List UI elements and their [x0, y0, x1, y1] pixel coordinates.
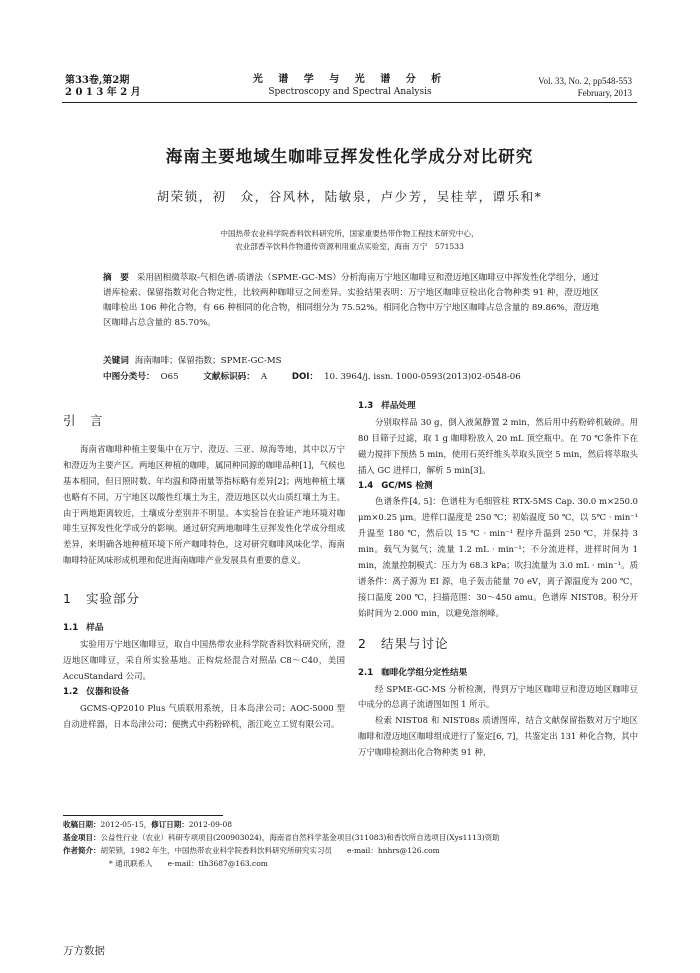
fund-text: 公益性行业（农业）科研专项项目(200903024)，海南省自然科学基金项目(311083)和香饮所自选项目(Xys1113)资助 — [100, 833, 500, 842]
abstract-label: 摘 要 — [103, 273, 129, 283]
received-label: 收稿日期： — [63, 820, 101, 829]
header-journal — [230, 74, 470, 98]
subsection-1-1-title: 样品 — [86, 623, 104, 634]
keywords-line — [103, 353, 603, 369]
intro-text: 海南省咖啡种植主要集中在万宁、澄迈、三亚、琼海等地，其中以万宁和澄迈为主要产区。两地区种植的咖啡，属同种同源的咖啡品种[1]，气候也基本相同，但日照时数、年均温和降雨量等指标略有差异[2]；两地种植土壤也略有不同，万宁地区以酸性红壤土为主，澄迈地区以火山质红壤土为主。由于两地距离较近，土壤成分差别并不明显。本实验旨在验证产地环境对咖啡生豆挥发性化学成分的影响。通过研究两地咖啡生豆挥发性化学成分组成差异，来明确各地种植环境下所产咖啡特色，这对研究咖啡风味化学、海南咖啡特征风味形成机理和促进海南咖啡产业发展具有重要的意义。 — [63, 443, 345, 566]
subsection-1-2-heading — [63, 685, 345, 701]
author-bio-label: 作者简介： — [63, 846, 101, 855]
keywords-label: 关键词 — [103, 356, 129, 366]
subsection-1-3-title: 样品处理 — [381, 401, 416, 411]
subsection-1-4-text: 色谱条件[4, 5]：色谱柱为毛细管柱 RTX-5MS Cap. 30.0 m×250.0 μm×0.25 μm。进样口温度是 250 ℃；初始温度 50 ℃，以 5℃ · min⁻¹ 升温至 180 ℃，然后以 15 ℃ · min⁻¹ 程序升温到 250 ℃，并保持 3 min。载气为氦气；流量 1.2 mL · min⁻¹；不分流进样，进样时间为 1 min，流量控制模式：压力为 68.3 kPa；吹扫流量为 3.0 mL · min⁻¹。质谱条件：离子源为 EI 源，电子轰击能量 70 eV，离子源温度为 200 ℃，接口温度 200 ℃，扫描范围：30～450 amu。色谱库 NIST08。积分开始时间为 2.000 min，以避免溶剂峰。 — [358, 496, 638, 618]
subsection-1-2-title: 仪器和设备 — [86, 686, 130, 697]
received-date: 2012-05-15， — [100, 820, 152, 829]
subsection-1-3-heading — [358, 399, 638, 415]
doi-value: 10. 3964/j. issn. 1000-0593(2013)02-0548-06 — [324, 372, 521, 382]
keywords-block — [103, 353, 603, 385]
header-issue — [538, 75, 632, 99]
abstract-text: 采用固相微萃取-气相色谱-质谱法（SPME-GC-MS）分析海南万宁地区咖啡豆和澄迈地区咖啡豆中挥发性化学组分，通过谱库检索、保留指数对化合物定性，比较两种咖啡豆之间差异。实验结果表明：万宁地区咖啡豆检出化合物种类 91 种，澄迈地区咖啡检出 106 种化合物，有 66 种相同的化合物，相同组分为 75.52%。相同化合物中万宁地区咖啡占总含量的 89.86%，澄迈地区咖啡占总含量的 85.70%。 — [103, 273, 599, 328]
dates-line — [63, 818, 653, 831]
intro-heading: 引 言 — [63, 413, 104, 428]
affiliation-line-1: 中国热带农业科学院香料饮料研究所，国家重要热带作物工程技术研究中心， — [220, 229, 479, 238]
subsection-1-2-number: 1.2 — [63, 686, 79, 697]
clc-label: 中图分类号： — [103, 372, 155, 382]
affiliation — [62, 227, 637, 253]
header-rule — [62, 102, 637, 103]
header-date-cn: 2 0 1 3 年 2 月 — [65, 87, 141, 98]
revised-date: 2012-09-08 — [188, 820, 232, 829]
left-column — [63, 413, 345, 732]
subsection-2-1-text-2: 检索 NIST08 和 NIST08s 质谱图库，结合文献保留指数对万宁地区咖啡和澄迈地区咖啡组成进行了鉴定[6, 7]，共鉴定出 131 种化合物，其中万宁咖啡检测出化合物种类 91 种， — [358, 715, 638, 758]
subsection-1-3-number: 1.3 — [358, 401, 374, 411]
header-date-en: February, 2013 — [577, 88, 632, 98]
section-2-title: 结果与讨论 — [380, 635, 449, 651]
section-2-heading — [358, 636, 638, 652]
doc-code-value: A — [260, 372, 268, 382]
fund-line — [63, 831, 653, 844]
subsection-1-4-heading — [358, 479, 638, 495]
journal-title-cn: 光 谱 学 与 光 谱 分 析 — [252, 74, 448, 85]
section-1-number: 1 — [63, 591, 72, 607]
intro-paragraph — [63, 442, 345, 569]
watermark: 万方数据 — [63, 945, 105, 957]
affiliation-line-2: 农业部香辛饮料作物遗传资源利用重点实验室，海南 万宁 571533 — [235, 242, 464, 251]
clc-value: O65 — [160, 372, 179, 382]
author-bio-line — [63, 844, 653, 857]
subsection-1-1-text: 实验用万宁地区咖啡豆，取自中国热带农业科学院香料饮料研究所，澄迈地区咖啡豆，采自所实验基地。正构烷烃混合对照品 C8～C40，美国 AccuStandard 公司。 — [63, 638, 345, 681]
section-2-number: 2 — [358, 635, 367, 651]
paper-title: 海南主要地域生咖啡豆挥发性化学成分对比研究 — [165, 147, 534, 166]
journal-title-en: Spectroscopy and Spectral Analysis — [268, 87, 432, 97]
fund-label: 基金项目： — [63, 833, 101, 842]
doc-code-label: 文献标识码： — [203, 372, 255, 382]
subsection-1-3-text: 分别取样品 30 g，倒入液氮静置 2 min，然后用中药粉碎机破碎。用 80 目筛子过滤，取 1 g 咖啡粉放入 20 mL 顶空瓶中。在 70 ℃条件下在磁力搅拌下预热 5 min，使用石英纤维头萃取头顶空 5 min，然后将萃取头插入 GC 进样口，解析 5 min[3]。 — [358, 416, 638, 475]
section-1-heading — [63, 591, 345, 607]
subsection-2-1-heading — [358, 666, 638, 682]
subsection-2-1-title: 咖啡化学组分定性结果 — [381, 667, 468, 678]
section-1-title: 实验部分 — [85, 591, 140, 607]
doi-label: DOI： — [291, 372, 319, 382]
subsection-1-4-number: 1.4 — [358, 480, 374, 491]
abstract — [103, 271, 599, 331]
author-list: 胡荣锁，初 众，谷风林，陆敏泉，卢少芳，吴桂苹，谭乐和* — [156, 189, 543, 204]
subsection-1-1-number: 1.1 — [63, 623, 79, 634]
subsection-2-1-number: 2.1 — [358, 667, 374, 678]
subsection-1-2-text: GCMS-QP2010 Plus 气质联用系统，日本岛津公司；AOC-5000 型自动进样器，日本岛津公司；便携式中药粉碎机，浙江屹立工贸有限公司。 — [63, 702, 345, 729]
subsection-2-1-text-1: 经 SPME-GC-MS 分析检测，得到万宁地区咖啡豆和澄迈地区咖啡豆中成分的总离子流谱图如图 1 所示。 — [358, 683, 638, 710]
header-volume-cn: 第33卷,第2期 — [65, 75, 130, 86]
author-bio-text: 胡荣锁，1982 年生，中国热带农业科学院香料饮料研究所研究实习员 e-mail：hnhrs@126.com — [100, 846, 440, 855]
subsection-1-1-heading — [63, 621, 345, 637]
corresponding-author: * 通讯联系人 e-mail：tlh3687@163.com — [109, 859, 268, 868]
right-column — [358, 399, 638, 761]
revised-label: 修订日期： — [151, 820, 189, 829]
footnotes — [63, 818, 653, 870]
header-volume-en: Vol. 33, No. 2, pp548-553 — [538, 76, 632, 86]
subsection-1-4-title: GC/MS 检测 — [381, 480, 433, 491]
footnote-rule — [63, 815, 223, 816]
keywords-text: 海南咖啡；保留指数；SPME-GC-MS — [134, 356, 282, 366]
header-volume — [65, 75, 141, 99]
classification-line — [103, 369, 603, 385]
